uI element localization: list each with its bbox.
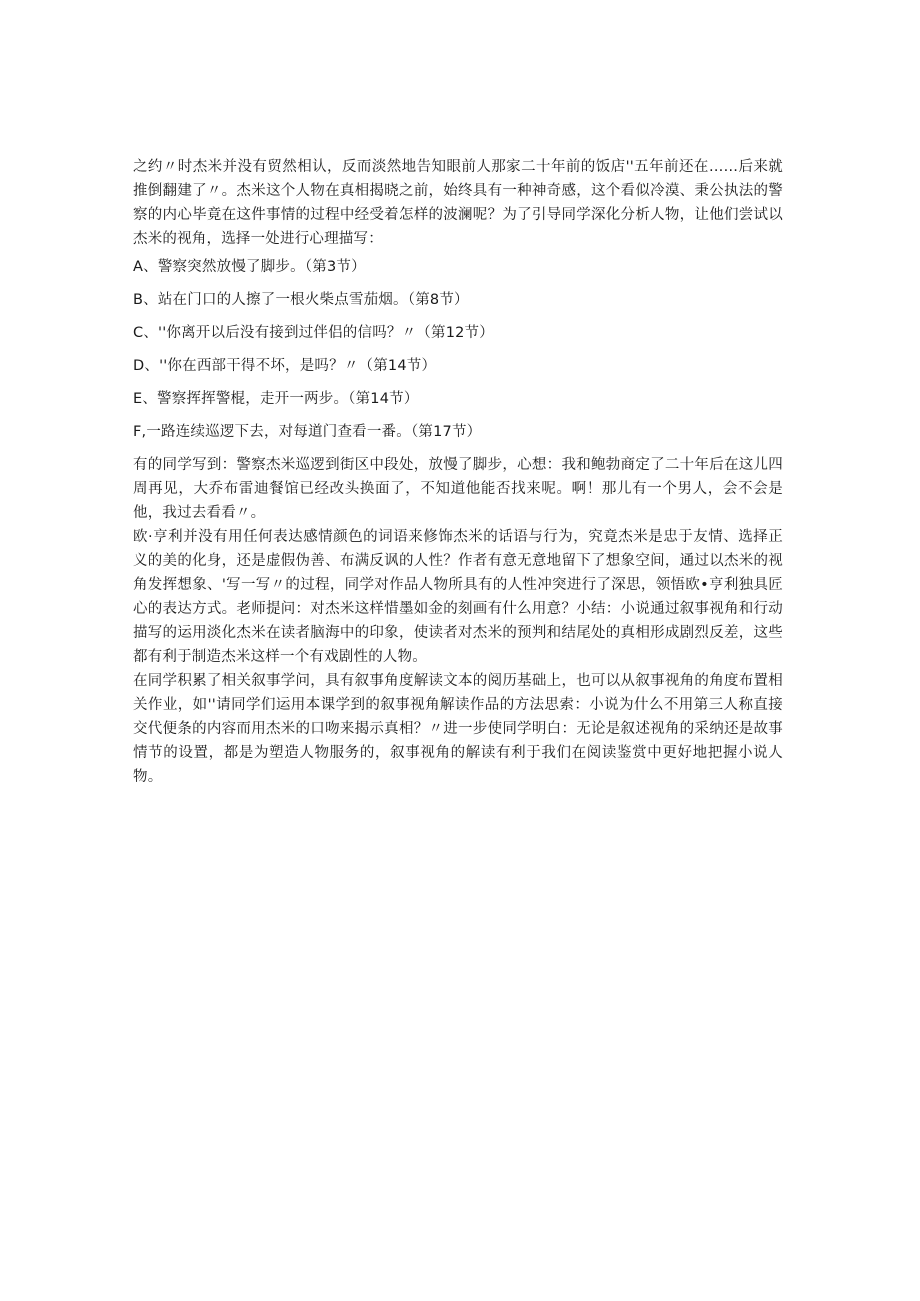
intro-paragraph: 之约〃时杰米并没有贸然相认，反而淡然地告知眼前人那家二十年前的饭店''五年前还在……后来就推倒翻建了〃。杰米这个人物在真相揭晓之前，始终具有一种神奇感，这个看似冷漠、秉公执法的警察的内心毕竟在这件事情的过程中经受着怎样的波澜呢？为了引导同学深化分析人物，让他们尝试以杰米的视角，选择一处进行心理描写：: [133, 159, 783, 247]
option-list: [133, 255, 783, 444]
option-item-b: B、站在门口的人擦了一根火柴点雪茄烟。（第8节）: [133, 292, 469, 308]
student-writing-paragraph: 有的同学写到：警察杰米巡逻到街区中段处，放慢了脚步，心想：我和鲍勃商定了二十年后在这儿四周再见，大乔布雷迪餐馆已经改头换面了，不知道他能否找来呢。啊！那儿有一个男人，会不会是他，我过去看看〃。: [133, 457, 783, 521]
ohenry-analysis-paragraph: 欧·亨利并没有用任何表达感情颜色的词语来修饰杰米的话语与行为，究竟杰米是忠于友情、选择正义的美的化身，还是虚假伪善、布满反讽的人性？作者有意无意地留下了想象空间，通过以杰米的视角发挥想象、'写一写〃的过程，同学对作品人物所具有的人性冲突进行了深思，领悟欧•亨利独具匠心的表达方式。老师提问：对杰米这样惜墨如金的刻画有什么用意？小结：小说通过叙事视角和行动描写的运用淡化杰米在读者脑海中的印象，使读者对杰米的预判和结尾处的真相形成剧烈反差，这些都有利于制造杰米这样一个有戏剧性的人物。: [133, 529, 783, 665]
option-item-a: A、警察突然放慢了脚步。（第3节）: [133, 259, 366, 275]
option-item-f: F,一路连续巡逻下去，对每道门查看一番。（第17节）: [133, 424, 482, 440]
option-item-e: E、警察挥挥警棍，走开一两步。（第14节）: [133, 391, 419, 407]
option-item-d: D、''你在西部干得不坏，是吗？〃（第14节）: [133, 358, 437, 374]
document-body: [133, 155, 783, 789]
conclusion-paragraph: 在同学积累了相关叙事学问，具有叙事角度解读文本的阅历基础上，也可以从叙事视角的角度布置相关作业，如''请同学们运用本课学到的叙事视角解读作品的方法思索：小说为什么不用第三人称直接交代便条的内容而用杰米的口吻来揭示真相？〃进一步使同学明白：无论是叙述视角的采纳还是故事情节的设置，都是为塑造人物服务的，叙事视角的解读有利于我们在阅读鉴赏中更好地把握小说人物。: [133, 673, 783, 785]
option-item-c: C、''你离开以后没有接到过伴侣的信吗？〃（第12节）: [133, 325, 494, 341]
